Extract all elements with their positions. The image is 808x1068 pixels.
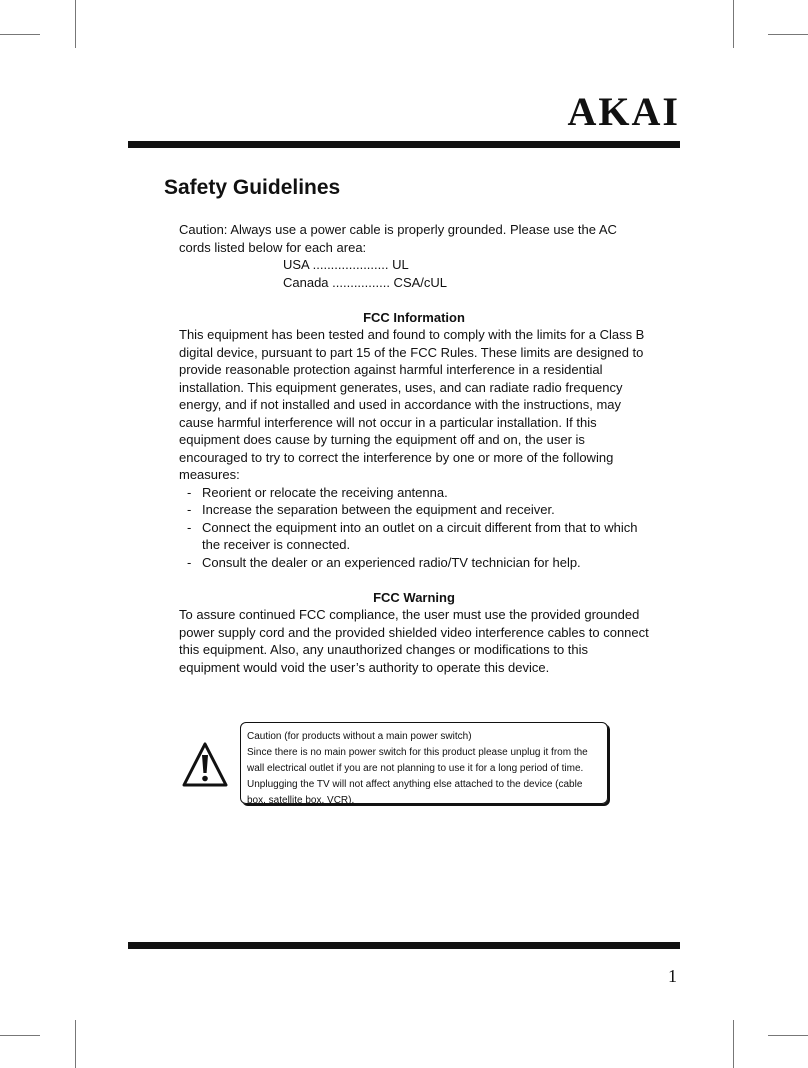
caution-box bbox=[240, 722, 608, 804]
fcc-warning-paragraph: To assure continued FCC compliance, the user must use the provided grounded power supply cord and the provided shielded video interference cables to connect this equipment. Also, any unauthorized changes or modifications to this equipment would void the user’s authority to operate this device. bbox=[179, 607, 649, 675]
safety-content bbox=[179, 221, 649, 676]
area-canada: Canada ................ CSA/cUL bbox=[283, 274, 448, 290]
caution-box-text: Since there is no main power switch for this product please unplug it from the wall electrical outlet if you are not planning to use it for a long period of time. Unplugging the TV will not affect anything else attached to the device (cable box, satellite box, VCR). bbox=[247, 747, 588, 806]
fcc-information-paragraph: This equipment has been tested and found to comply with the limits for a Class B digital device, pursuant to part 15 of the FCC Rules. These limits are designed to provide reasonable protection against harmful interference in a residential installation. This equipment generates, uses, and can radiate radio frequency energy, and if not installed and used in accordance with the instructions, may cause harmful interference will not occur in a particular installation. If this equipment does cause by turning the equipment off and on, the user is encouraged to try to correct the interference by one or more of the following measures: bbox=[179, 327, 645, 482]
crop-mark bbox=[733, 1020, 734, 1068]
list-item: - Increase the separation between the equipment and receiver. bbox=[187, 502, 555, 517]
caution-box-title: Caution (for products without a main power switch) bbox=[247, 731, 472, 742]
fcc-information-heading: FCC Information bbox=[363, 309, 465, 325]
crop-mark bbox=[75, 1020, 76, 1068]
list-item: - Reorient or relocate the receiving antenna. bbox=[187, 484, 448, 500]
caution-intro: Caution: Always use a power cable is properly grounded. Please use the AC cords listed below for each area: bbox=[179, 222, 617, 255]
brand-logo: AKAI bbox=[567, 89, 680, 134]
crop-mark bbox=[768, 1035, 808, 1036]
crop-mark bbox=[733, 0, 734, 48]
page-title: Safety Guidelines bbox=[164, 176, 341, 199]
fcc-warning-heading: FCC Warning bbox=[373, 589, 455, 605]
footer-rule bbox=[128, 942, 680, 949]
crop-mark bbox=[75, 0, 76, 48]
crop-mark bbox=[0, 1035, 40, 1036]
area-usa: USA ..................... UL bbox=[283, 257, 409, 272]
crop-mark bbox=[768, 34, 808, 35]
list-item: - Connect the equipment into an outlet on a circuit different from that to which the receiver is connected. bbox=[187, 519, 638, 552]
list-item: - Consult the dealer or an experienced radio/TV technician for help. bbox=[187, 554, 581, 570]
crop-mark bbox=[0, 34, 40, 35]
fcc-measures-list bbox=[179, 484, 649, 572]
header-rule bbox=[128, 141, 680, 148]
warning-triangle-icon bbox=[180, 740, 230, 790]
page-number: 1 bbox=[668, 966, 677, 986]
